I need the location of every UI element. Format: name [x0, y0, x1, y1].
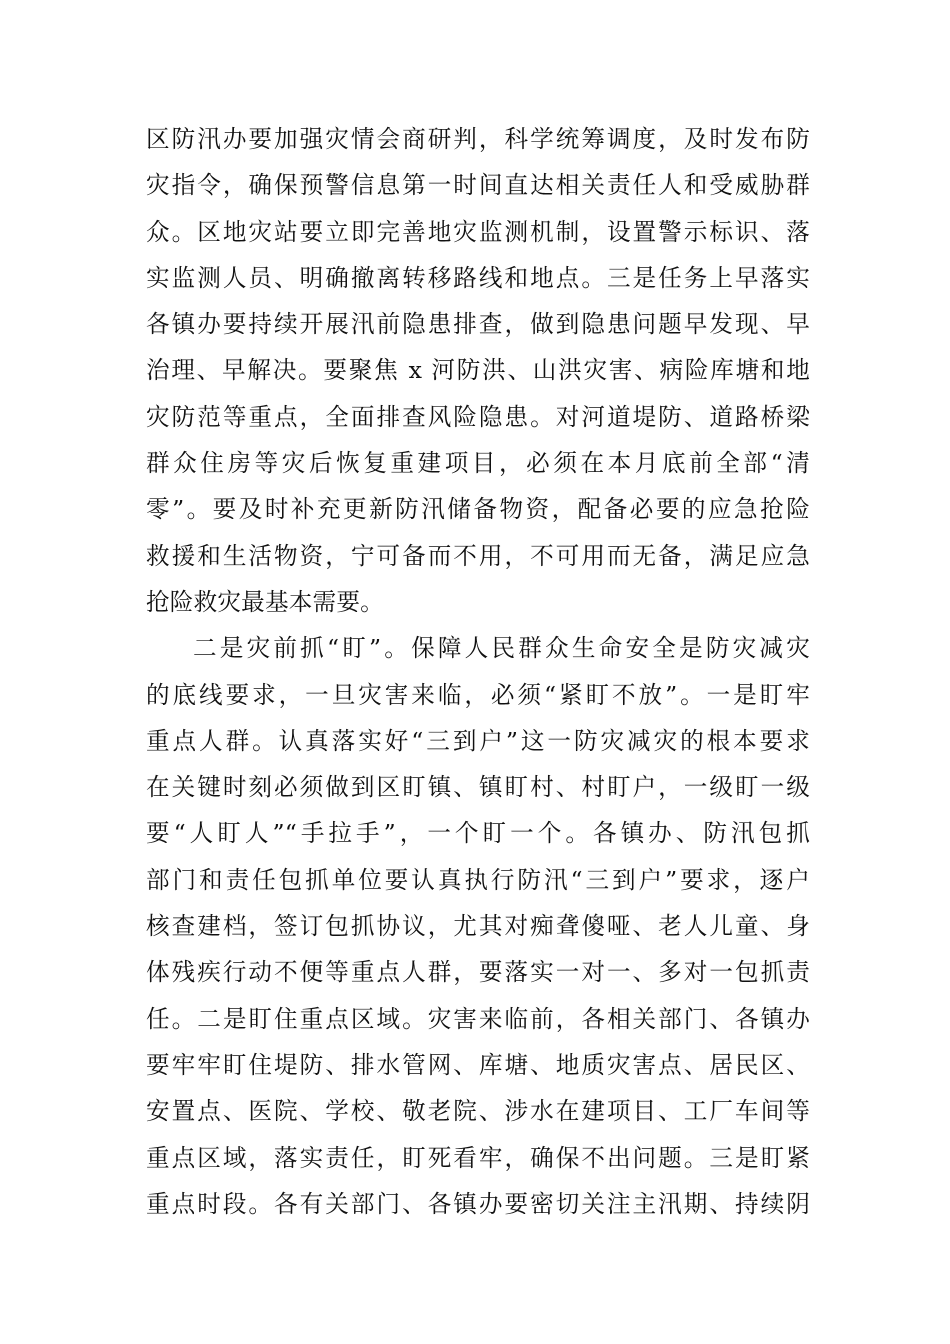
body-text: [146, 116, 810, 1227]
text-line: 抢险救灾最基本需要。: [146, 587, 384, 616]
text-line: 区防汛办要加强灾情会商研判，科学统筹调度，及时发布防: [146, 125, 810, 153]
text-line: 灾防范等重点，全面排查风险隐患。对河道堤防、道路桥梁: [146, 402, 810, 431]
text-line: 安置点、医院、学校、敬老院、涉水在建项目、工厂车间等: [146, 1097, 810, 1126]
text-line: 要牢牢盯住堤防、排水管网、库塘、地质灾害点、居民区、: [146, 1050, 810, 1079]
text-line: 任。二是盯住重点区域。灾害来临前，各相关部门、各镇办: [146, 1004, 810, 1033]
text-line: 重点区域，落实责任，盯死看牢，确保不出问题。三是盯紧: [146, 1143, 810, 1172]
text-line: 群众住房等灾后恢复重建项目，必须在本月底前全部“清: [146, 449, 810, 478]
text-line: 救援和生活物资，宁可备而不用，不可用而无备，满足应急: [146, 541, 810, 570]
text-line: 治理、早解决。要聚焦 x 河防洪、山洪灾害、病险库塘和地: [146, 356, 810, 385]
text-line: 在关键时刻必须做到区盯镇、镇盯村、村盯户，一级盯一级: [146, 773, 810, 802]
text-line: 灾指令，确保预警信息第一时间直达相关责任人和受威胁群: [146, 171, 810, 200]
text-line: 要“人盯人”“手拉手”，一个盯一个。各镇办、防汛包抓: [146, 819, 810, 848]
text-line: 零”。要及时补充更新防汛储备物资，配备必要的应急抢险: [146, 495, 810, 524]
text-line: 众。区地灾站要立即完善地灾监测机制，设置警示标识、落: [146, 217, 810, 246]
paragraph-start-line: 二是灾前抓“盯”。保障人民群众生命安全是防灾减灾: [193, 634, 810, 663]
text-line: 实监测人员、明确撤离转移路线和地点。三是任务上早落实: [146, 263, 810, 292]
text-line: 的底线要求，一旦灾害来临，必须“紧盯不放”。一是盯牢: [146, 680, 810, 709]
text-line: 重点人群。认真落实好“三到户”这一防灾减灾的根本要求: [146, 726, 810, 755]
text-line: 核查建档，签订包抓协议，尤其对痴聋傻哑、老人儿童、身: [146, 912, 810, 941]
text-line: 重点时段。各有关部门、各镇办要密切关注主汛期、持续阴: [146, 1189, 810, 1218]
text-line: 体残疾行动不便等重点人群，要落实一对一、多对一包抓责: [146, 958, 810, 987]
text-line: 各镇办要持续开展汛前隐患排查，做到隐患问题早发现、早: [146, 310, 810, 339]
text-line: 部门和责任包抓单位要认真执行防汛“三到户”要求，逐户: [146, 865, 810, 894]
